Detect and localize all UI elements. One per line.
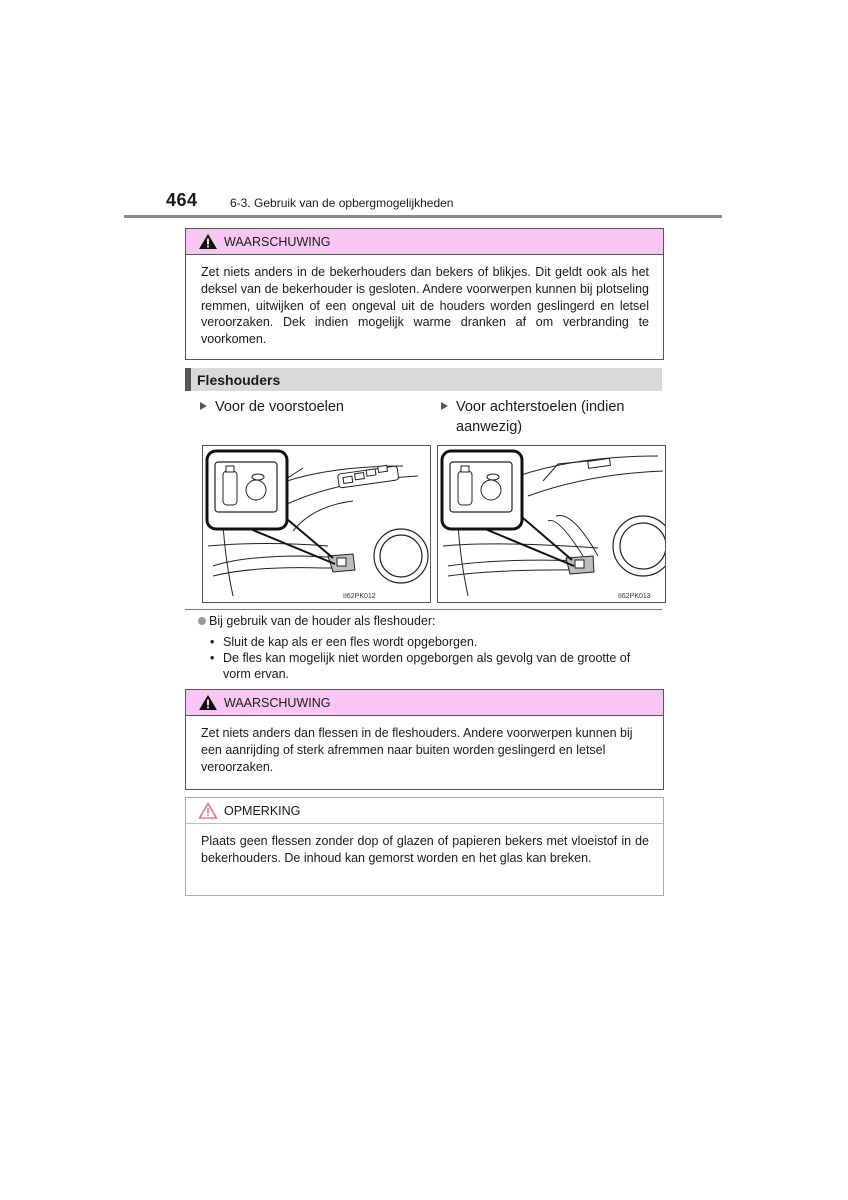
warning-title: WAARSCHUWING: [224, 695, 331, 710]
note-header: [186, 798, 663, 824]
header-rule: [124, 215, 722, 218]
caution-outline-triangle-icon: [198, 802, 218, 819]
warning-header: [186, 690, 663, 716]
bullet-dot-icon: [198, 617, 206, 625]
subheading-rear-seats: Voor achterstoelen (indien aanwezig): [441, 397, 666, 437]
triangle-right-icon: [441, 402, 448, 410]
warning-title: WAARSCHUWING: [224, 234, 331, 249]
list-item: • De fles kan mogelijk niet worden opgeborgen als gevolg van de grootte of vorm ervan.: [210, 651, 631, 681]
section-bar: [185, 368, 662, 391]
section-bar-accent: [185, 368, 191, 391]
triangle-right-icon: [200, 402, 207, 410]
note-box: [185, 797, 664, 896]
warning-header: [186, 229, 663, 255]
note-text: Plaats geen flessen zonder dop of glazen of papieren bekers met vloeistof in de bekerhouders. De inhoud kan gemorst worden en het glas kan breken.: [201, 834, 649, 865]
illustration-rear-door: [437, 445, 666, 603]
svg-text:II62PK012: II62PK012: [343, 593, 376, 600]
note-title: OPMERKING: [224, 803, 301, 818]
usage-heading: Bij gebruik van de houder als fleshouder:: [198, 614, 436, 628]
list-item: • Sluit de kap als er een fles wordt opgeborgen.: [210, 635, 478, 649]
usage-list: [210, 634, 660, 682]
page-number: 464: [166, 190, 198, 210]
warning-text: Zet niets anders in de bekerhouders dan bekers of blikjes. Dit geldt ook als het deksel van de bekerhouder is gesloten. Andere voorwerpen kunnen bij plotseling remmen, uitwijken of een ongeval uit de houders worden geslingerd en letsel veroorzaken. Dek indien mogelijk warme dranken af om verbranding te voorkomen.: [201, 265, 649, 347]
chapter-heading: 6-3. Gebruik van de opbergmogelijkheden: [230, 196, 454, 210]
warning-text: Zet niets anders dan flessen in de fleshouders. Andere voorwerpen kunnen bij een aanrijding of sterk afremmen naar buiten worden geslingerd en letsel veroorzaken.: [201, 726, 633, 774]
warning-triangle-icon: [198, 233, 218, 250]
illustration-front-door: [202, 445, 431, 603]
svg-text:II62PK013: II62PK013: [618, 593, 651, 600]
subheading-front-seats: Voor de voorstoelen: [200, 397, 420, 417]
warning-box-bottleholders: [185, 689, 664, 790]
section-title: Fleshouders: [197, 372, 281, 388]
warning-triangle-icon: [198, 694, 218, 711]
divider: [185, 609, 662, 610]
warning-box-cupholders: [185, 228, 664, 360]
